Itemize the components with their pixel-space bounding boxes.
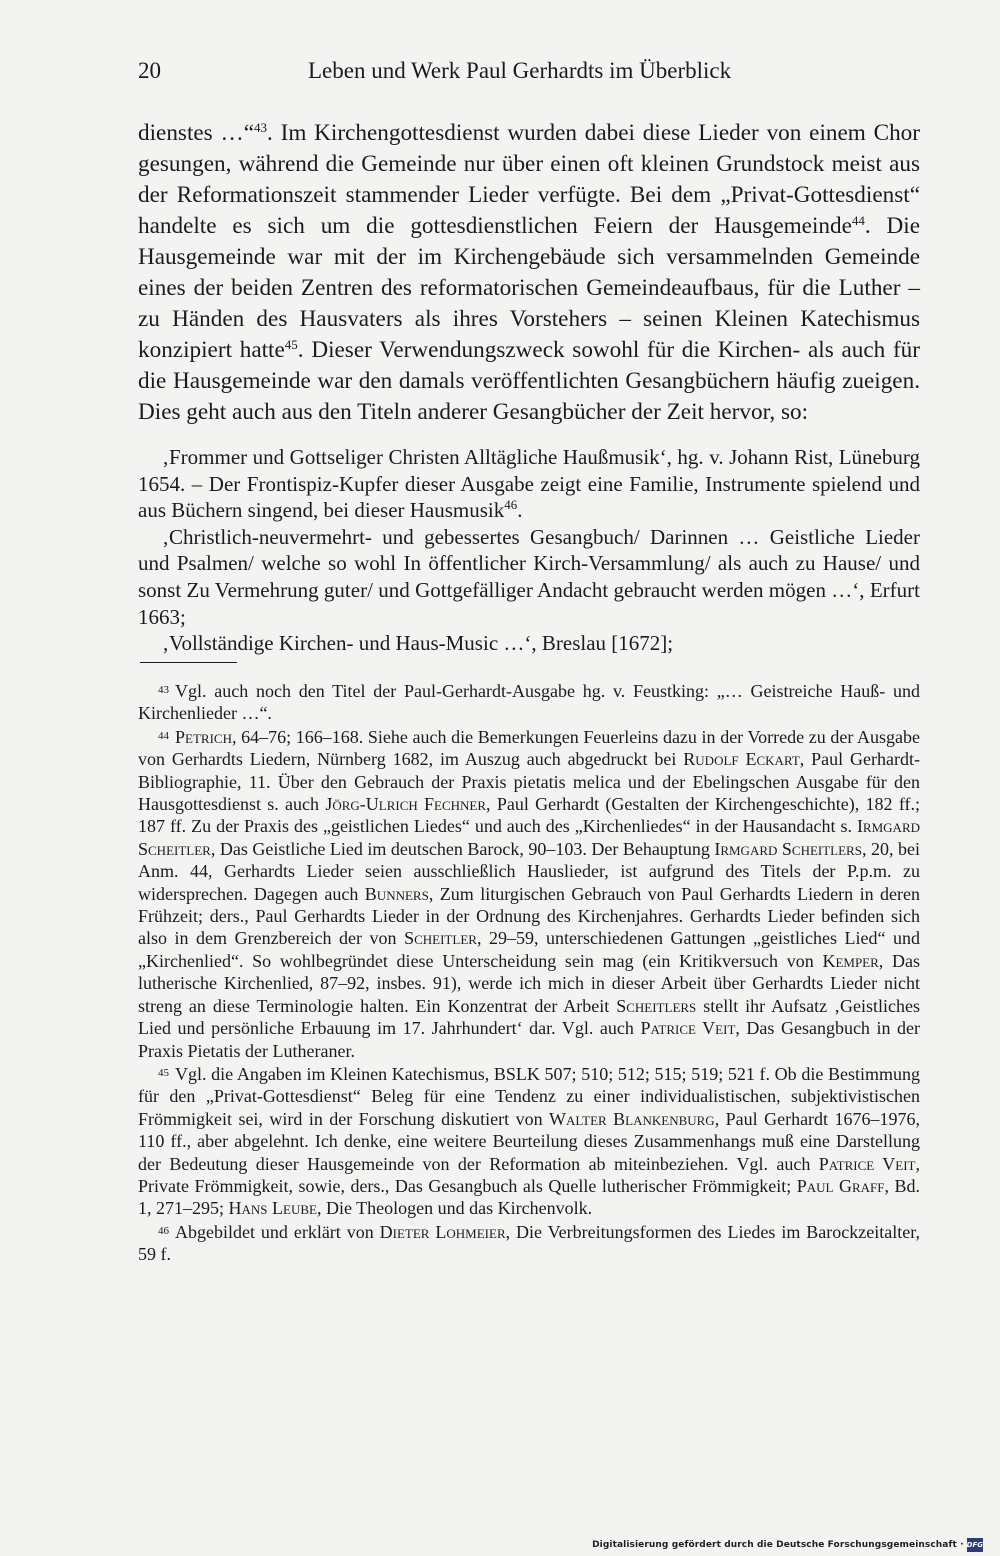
footnote-number: 44 xyxy=(158,729,169,742)
author-name: Irmgard Scheitler xyxy=(138,816,920,859)
dfg-logo-text: DFG xyxy=(966,1541,983,1549)
author-name: Walter Blankenburg xyxy=(549,1108,715,1129)
text-run: , Bd. 1, 271–295; xyxy=(138,1175,920,1219)
author-name: Scheitler xyxy=(404,928,477,949)
footnote-ref-46[interactable]: 46 xyxy=(504,497,518,513)
footnote-number: 43 xyxy=(158,684,169,696)
footnote-ref-45[interactable]: 45 xyxy=(284,337,298,352)
text-run: ‚Frommer und Gottseliger Christen Alltägliche Haußmusik‘, hg. v. Johann Rist, Lüneburg 1654. – Der Frontispiz-Kupfer dieser Ausgabe zeigt eine Familie, Instrumente spielend und aus Büchern singend, bei dieser Hausmusik xyxy=(138,445,920,523)
footnote-43 xyxy=(138,679,920,725)
author-name: Paul Graff xyxy=(796,1175,885,1196)
main-text xyxy=(138,118,920,428)
text-run: . Die Hausgemeinde war mit der im Kirchengebäude sich versammelnden Gemeinde eines der beiden Zentren des reformatorischen Gemeindeaufbaus, für die Luther – zu Händen des Hausvaters als ihres Vorstehers – seinen Kleinen Katechismus konzipiert hatte xyxy=(138,213,920,363)
author-name: Rudolf Eckart xyxy=(683,749,800,770)
running-title: Leben und Werk Paul Gerhardts im Überblick xyxy=(308,58,732,83)
author-name: Patrice Veit xyxy=(818,1153,916,1174)
text-run: . xyxy=(517,498,523,523)
author-name: Kemper xyxy=(822,950,879,971)
text-run: dienstes …“ xyxy=(138,120,254,146)
text-run: stellt ihr Aufsatz ‚Geistliches Lied und persönliche Erbauung im 17. Jahrhundert‘ dar. Vgl. auch xyxy=(138,995,920,1039)
footnote-ref-43[interactable]: 43 xyxy=(254,120,267,135)
author-name: Patrice Veit xyxy=(640,1018,736,1039)
text-run: Vgl. die Angaben im Kleinen Katechismus, BSLK 507; 510; 512; 515; 519; 521 f. Ob die Bestimmung für den „Privat-Gottesdienst“ Beleg für eine Tendenz zu einer individualistischen, subjektivistischen Frömmigkeit sei, wird in der Forschung diskutiert von xyxy=(138,1063,920,1129)
author-name: Dieter Lohmeier xyxy=(379,1221,506,1242)
text-run: , 20, bei Anm. 44, Gerhardts Lieder seien ausschließlich Hauslieder, ist aufgrund des Titels der P.p.m. zu widersprechen. Dagegen auch xyxy=(138,838,920,904)
hymnal-title-list xyxy=(138,444,920,657)
footnote-46 xyxy=(138,1220,920,1266)
author-name: Petrich xyxy=(175,726,232,747)
footnote-divider xyxy=(140,662,237,663)
text-run: , Das lutherische Kirchenlied, 87–92, insbes. 91), werde ich mich in dieser Arbeit über Gerhardts Lieder nicht streng an diese Terminologie halten. Ein Konzentrat der Arbeit xyxy=(138,950,921,1016)
digitization-notice xyxy=(592,1537,983,1553)
author-name: Hans Leube xyxy=(228,1198,317,1219)
footnote-45 xyxy=(138,1062,920,1220)
text-run: , 29–59, unterschiedenen Gattungen „geistliches Lied“ und „Kirchenlied“. So wohlbegründet diese Unterscheidung sein mag (ein Kritikversuch von xyxy=(138,928,920,971)
text-run: , Paul Gerhardt-Bibliographie, 11. Über den Gebrauch der Praxis pietatis melica und der Ebelingschen Ausgabe für den Hausgottesdienst s. auch xyxy=(138,749,920,815)
text-run: , 64–76; 166–168. Siehe auch die Bemerkungen Feuerleins dazu in der Vorrede zu der Ausgabe von Gerhardts Liedern, Nürnberg 1682, im Auszug auch abgedruckt bei xyxy=(138,726,920,770)
author-name: Irmgard Scheitlers xyxy=(714,838,862,859)
footnote-number: 45 xyxy=(158,1066,169,1079)
body-paragraph xyxy=(138,118,920,428)
footnote-number: 46 xyxy=(158,1224,169,1237)
hymnal-title-erfurt: ‚Christlich-neuvermehrt- und gebessertes Gesangbuch/ Darinnen … Geistliche Lieder und Psalmen/ welche so wohl In öffentlicher Kirch-Versammlung/ als auch zu Hause/ und sonst Zu Vermehrung guter/ und Gottgefälliger Andacht gebraucht werden mögen …‘, Erfurt 1663; xyxy=(138,524,920,629)
footnote-ref-44[interactable]: 44 xyxy=(851,213,865,228)
text-run: , Das Gesangbuch in der Praxis Pietatis der Lutheraner. xyxy=(138,1018,920,1061)
dfg-logo-icon[interactable] xyxy=(967,1538,983,1552)
footnote-44 xyxy=(138,725,920,1062)
text-run: Vgl. auch noch den Titel der Paul-Gerhardt-Ausgabe hg. v. Feustking: „… Geistreiche Hauß- und Kirchenlieder …“. xyxy=(138,681,920,724)
text-run: . Im Kirchengottesdienst wurden dabei diese Lieder von einem Chor gesungen, während die Gemeinde nur über einen oft kleinen Grundstock meist aus der Reformationszeit stammender Lieder verfügte. Bei dem „Privat-Gottesdienst“ handelte es sich um die gottesdienstlichen Feiern der Hausgemeinde xyxy=(138,120,920,239)
text-run: , Paul Gerhardt (Gestalten der Kirchengeschichte), 182 ff.; 187 ff. Zu der Praxis des „geistlichen Liedes“ und auch des „Kirchenliedes“ in der Hausandacht s. xyxy=(138,794,921,837)
text-run: , Paul Gerhardt 1676–1976, 110 ff., aber abgelehnt. Ich denke, eine weitere Beurteilung dieses Zusammenhangs muß eine Darstellung der Bedeutung dieser Hausgemeinde von der Reformation ab miteinbeziehen. Vgl. auch xyxy=(138,1108,920,1174)
text-run: , Zum liturgischen Gebrauch von Paul Gerhardts Liedern in deren Frühzeit; ders., Paul Gerhardts Lieder in der Ordnung des Kirchenjahres. Gerhardts Lieder befinden sich also in dem Grenzbereich der von xyxy=(138,883,921,949)
text-run: , Das Geistliche Lied im deutschen Barock, 90–103. Der Behauptung xyxy=(210,838,715,859)
footnotes xyxy=(138,679,920,1266)
funding-notice-text: Digitalisierung gefördert durch die Deutsche Forschungsgemeinschaft · xyxy=(592,1540,964,1550)
text-run: , Private Frömmigkeit, sowie, ders., Das Gesangbuch als Quelle lutherischer Frömmigkeit; xyxy=(138,1153,920,1196)
author-name: Bunners xyxy=(364,883,429,904)
hymnal-title-rist xyxy=(138,444,920,524)
author-name: Jörg-Ulrich Fechner xyxy=(325,794,487,815)
hymnal-title-breslau: ‚Vollständige Kirchen- und Haus-Music …‘, Breslau [1672]; xyxy=(162,631,674,656)
text-run: , Die Verbreitungsformen des Liedes im Barockzeitalter, 59 f. xyxy=(138,1221,920,1265)
text-run: Abgebildet und erklärt von xyxy=(175,1221,380,1242)
running-header xyxy=(138,58,918,90)
page-number: 20 xyxy=(138,58,161,83)
text-run: . Dieser Verwendungszweck sowohl für die Kirchen- als auch für die Hausgemeinde war den damals veröffentlichten Gesangbüchern häufig zueigen. Dies geht auch aus den Titeln anderer Gesangbücher der Zeit hervor, so: xyxy=(138,337,920,425)
author-name: Scheitlers xyxy=(616,995,697,1016)
text-run: , Die Theologen und das Kirchenvolk. xyxy=(316,1198,593,1219)
